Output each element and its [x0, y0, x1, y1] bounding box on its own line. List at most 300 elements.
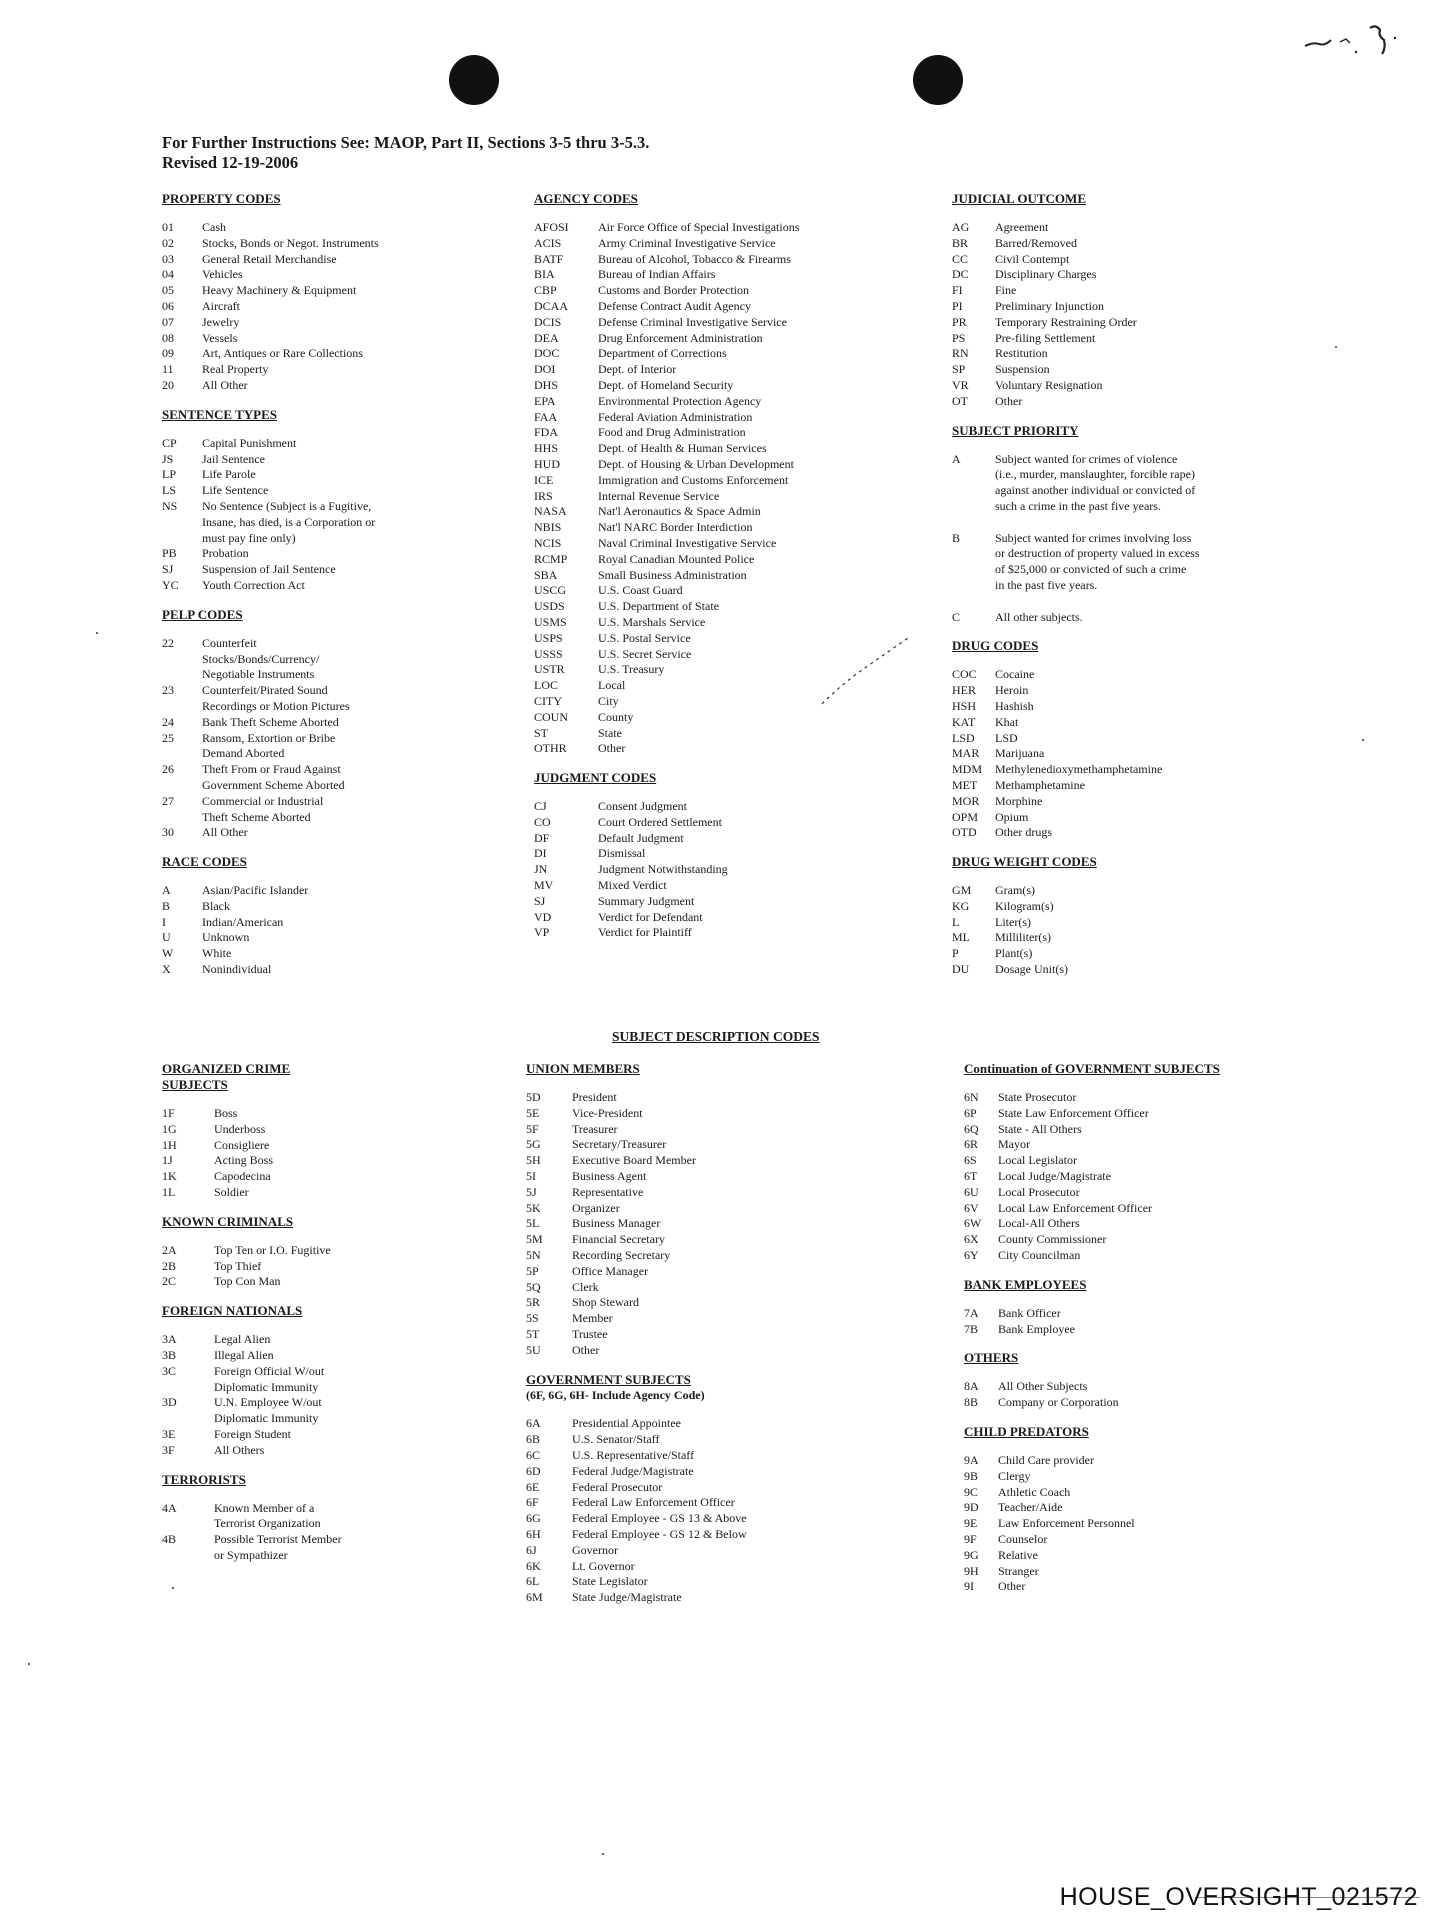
header-revised-date: Revised 12-19-2006: [162, 153, 299, 172]
code: NBIS: [534, 520, 562, 535]
code: USPS: [534, 630, 563, 645]
code-row: [162, 1259, 462, 1275]
code-description: Soldier: [214, 1184, 249, 1199]
code-row: [964, 1453, 1264, 1469]
code-row: [162, 346, 492, 362]
code: USTR: [534, 662, 565, 677]
code-row: [534, 831, 914, 847]
code-row: [952, 515, 1252, 531]
code: FDA: [534, 425, 559, 440]
code-row: [952, 762, 1252, 778]
code-row: [534, 552, 914, 568]
code-description: Heroin: [995, 683, 1029, 698]
code: 5J: [526, 1184, 537, 1199]
code-description: U.S. Marshals Service: [598, 614, 706, 629]
code-row: [162, 267, 492, 283]
code-row: [162, 562, 492, 578]
code: 6H: [526, 1526, 541, 1541]
code-row: [534, 504, 914, 520]
code: ML: [952, 930, 970, 945]
code: BATF: [534, 251, 564, 266]
code-description: Asian/Pacific Islander: [202, 883, 309, 898]
code: 3B: [162, 1347, 177, 1362]
code-row: [162, 731, 492, 763]
section-race-codes: [162, 854, 492, 978]
code-row: [534, 378, 914, 394]
code-row: [526, 1201, 846, 1217]
code: HUD: [534, 456, 560, 471]
code-row: [526, 1122, 846, 1138]
code-row: [964, 1216, 1264, 1232]
code: LP: [162, 467, 177, 482]
code: 6F: [526, 1495, 539, 1510]
code-row: [534, 799, 914, 815]
code-description: Voluntary Resignation: [995, 377, 1103, 392]
code-row: [964, 1469, 1264, 1485]
code-row: [162, 499, 492, 546]
code-description: Top Thief: [214, 1258, 262, 1273]
code-description: Default Judgment: [598, 830, 684, 845]
code: 6M: [526, 1590, 543, 1605]
code: 6Y: [964, 1247, 979, 1262]
code: 01: [162, 220, 174, 234]
code: GM: [952, 883, 972, 898]
code: 3D: [162, 1395, 177, 1410]
code-description: Life Parole: [202, 467, 256, 482]
code: OT: [952, 393, 968, 408]
code-description: Heavy Machinery & Equipment: [202, 283, 357, 298]
document-header: [162, 133, 649, 173]
code: USSS: [534, 646, 563, 661]
code-row: [526, 1590, 846, 1606]
code: 3E: [162, 1426, 176, 1441]
code: W: [162, 946, 174, 961]
code-row: [162, 362, 492, 378]
code-row: [952, 299, 1252, 315]
code-row: [534, 410, 914, 426]
code-description: Cash: [202, 220, 226, 234]
code: SP: [952, 362, 966, 377]
code: DC: [952, 267, 969, 282]
code-row: [162, 1243, 462, 1259]
code-row: [162, 220, 492, 236]
section-title: TERRORISTS: [162, 1471, 246, 1487]
section-sentence-types: [162, 407, 492, 594]
code: 5E: [526, 1105, 540, 1120]
code-description: U.S. Secret Service: [598, 646, 692, 661]
code-description: Judgment Notwithstanding: [598, 862, 728, 877]
code-row: [964, 1122, 1264, 1138]
section-title: FOREIGN NATIONALS: [162, 1303, 303, 1319]
code-row: [534, 520, 914, 536]
code: 02: [162, 235, 174, 250]
code-description: Jewelry: [202, 314, 240, 329]
code: PB: [162, 546, 177, 561]
code: A: [952, 451, 961, 466]
code: 9G: [964, 1547, 979, 1562]
code-description: Local: [598, 678, 626, 693]
handwritten-mark: [1300, 18, 1410, 64]
code: 5L: [526, 1216, 540, 1231]
code: EPA: [534, 393, 556, 408]
code-description: Treasurer: [572, 1121, 618, 1136]
code-description: Federal Employee - GS 13 & Above: [572, 1511, 747, 1526]
code-description: Pre-filing Settlement: [995, 330, 1096, 345]
code: HHS: [534, 441, 559, 456]
code: MAR: [952, 746, 980, 761]
code: 5D: [526, 1090, 541, 1104]
code-description: Environmental Protection Agency: [598, 393, 762, 408]
scan-speck: [28, 1663, 30, 1665]
code: 07: [162, 314, 174, 329]
code: COUN: [534, 709, 569, 724]
code-row: [162, 1501, 462, 1533]
code: USDS: [534, 599, 565, 614]
code-description: State Law Enforcement Officer: [998, 1105, 1149, 1120]
code: IRS: [534, 488, 553, 503]
code-description: U.S. Representative/Staff: [572, 1447, 695, 1462]
code: 03: [162, 251, 174, 266]
code-description: Liter(s): [995, 914, 1031, 929]
code: NS: [162, 498, 178, 513]
code: DOC: [534, 346, 560, 361]
code-row: [952, 731, 1252, 747]
code-row: [952, 283, 1252, 299]
code-row: [162, 452, 492, 468]
code: 27: [162, 793, 174, 808]
code-description: Kilogram(s): [995, 898, 1054, 913]
code-row: [534, 647, 914, 663]
code-row: [162, 899, 492, 915]
code-description: Other: [572, 1342, 600, 1357]
code: 5N: [526, 1247, 541, 1262]
code-description: Immigration and Customs Enforcement: [598, 472, 789, 487]
code: CO: [534, 814, 551, 829]
code: 08: [162, 330, 174, 345]
code-description: Representative: [572, 1184, 644, 1199]
code: DCAA: [534, 298, 569, 313]
code-row: [162, 236, 492, 252]
code-row: [526, 1511, 846, 1527]
code-row: [534, 362, 914, 378]
code-row: [162, 762, 492, 794]
code-row: [526, 1311, 846, 1327]
code-row: [162, 1153, 462, 1169]
code-description: Verdict for Plaintiff: [598, 925, 692, 940]
code-description: Dept. of Health & Human Services: [598, 441, 767, 456]
code: 5T: [526, 1326, 540, 1341]
section-known-criminals: [162, 1214, 462, 1290]
code-description: All Other Subjects: [998, 1379, 1088, 1394]
code: L: [952, 914, 960, 929]
code-description: Foreign Student: [214, 1426, 291, 1441]
code-description: Nat'l Aeronautics & Space Admin: [598, 504, 761, 519]
code-row: [952, 220, 1252, 236]
code-description: Foreign Official W/out Diplomatic Immunity: [214, 1363, 325, 1394]
code-description: U.S. Treasury: [598, 662, 665, 677]
code: CP: [162, 435, 177, 450]
code: NCIS: [534, 535, 562, 550]
code: USMS: [534, 614, 567, 629]
code: LS: [162, 483, 177, 498]
code-description: Suspension of Jail Sentence: [202, 562, 336, 577]
punch-hole-right: [913, 55, 963, 105]
code: 9I: [964, 1579, 974, 1594]
code: VP: [534, 925, 550, 940]
code-row: [526, 1232, 846, 1248]
code: BIA: [534, 267, 555, 282]
section-title: OTHERS: [964, 1350, 1019, 1366]
code-row: [162, 1395, 462, 1427]
code-row: [162, 1348, 462, 1364]
code-description: Shop Steward: [572, 1295, 639, 1310]
code-row: [534, 910, 914, 926]
section-title: JUDICIAL OUTCOME: [952, 191, 1086, 206]
code-description: Relative: [998, 1547, 1038, 1562]
code-description: Stocks, Bonds or Negot. Instruments: [202, 235, 379, 250]
code: 7A: [964, 1305, 979, 1320]
code-description: Temporary Restraining Order: [995, 314, 1137, 329]
code-row: [162, 378, 492, 394]
code-description: All Other: [202, 825, 248, 840]
code: 1L: [162, 1184, 176, 1199]
code-row: [162, 315, 492, 331]
section-drug-weight-codes: [952, 854, 1252, 978]
code: PR: [952, 314, 967, 329]
code-description: Theft From or Fraud Against Government Scheme Aborted: [202, 762, 345, 792]
code-row: [534, 846, 914, 862]
code-description: Bank Theft Scheme Aborted: [202, 714, 339, 729]
code-row: [162, 1532, 462, 1564]
code-description: Methylenedioxymethamphetamine: [995, 762, 1163, 777]
code: 6K: [526, 1558, 541, 1573]
code-row: [964, 1169, 1264, 1185]
code-row: [162, 794, 492, 826]
section-title: DRUG CODES: [952, 638, 1039, 654]
column-right: [952, 191, 1252, 978]
code-description: Financial Secretary: [572, 1232, 665, 1247]
code-row: [534, 331, 914, 347]
code: 5F: [526, 1121, 539, 1136]
code-row: [534, 489, 914, 505]
code: I: [162, 914, 166, 929]
code: RCMP: [534, 551, 568, 566]
code-description: Counterfeit Stocks/Bonds/Currency/ Negotiable Instruments: [202, 635, 320, 682]
code: 5U: [526, 1342, 541, 1357]
code-row: [964, 1106, 1264, 1122]
code: 5P: [526, 1263, 539, 1278]
code-description: Mixed Verdict: [598, 878, 667, 893]
code-row: [534, 236, 914, 252]
code: 9B: [964, 1468, 979, 1483]
code-row: [162, 436, 492, 452]
code: 5K: [526, 1200, 541, 1215]
code-description: Dept. of Interior: [598, 362, 677, 377]
code: 6W: [964, 1216, 982, 1231]
code-row: [952, 452, 1252, 515]
code-description: Methamphetamine: [995, 777, 1085, 792]
code-description: White: [202, 946, 232, 961]
code-description: Office Manager: [572, 1263, 649, 1278]
code: 11: [162, 362, 174, 377]
code-row: [162, 331, 492, 347]
code-row: [534, 220, 914, 236]
code-description: All Others: [214, 1442, 265, 1457]
code-description: Other drugs: [995, 825, 1052, 840]
code-description: President: [572, 1090, 617, 1104]
code-row: [534, 694, 914, 710]
code: 5G: [526, 1137, 541, 1152]
code-description: Plant(s): [995, 946, 1033, 961]
code-row: [964, 1137, 1264, 1153]
code: COC: [952, 667, 977, 682]
code: 1H: [162, 1137, 177, 1152]
section-title: PROPERTY CODES: [162, 191, 281, 206]
code-row: [526, 1527, 846, 1543]
code-description: Bank Officer: [998, 1305, 1061, 1320]
code-description: Bank Employee: [998, 1321, 1075, 1336]
code-row: [526, 1574, 846, 1590]
code: 5I: [526, 1168, 536, 1183]
code: PS: [952, 330, 966, 345]
scan-speck: [1335, 346, 1337, 348]
code: KG: [952, 898, 970, 913]
code-description: Department of Corrections: [598, 346, 727, 361]
code-row: [964, 1248, 1264, 1264]
code: MDM: [952, 762, 983, 777]
code-description: Member: [572, 1311, 613, 1326]
code: 1J: [162, 1153, 173, 1168]
code-row: [526, 1264, 846, 1280]
code-description: Teacher/Aide: [998, 1500, 1063, 1515]
code: 6X: [964, 1232, 979, 1247]
code-description: Local-All Others: [998, 1216, 1080, 1231]
code: 6G: [526, 1511, 541, 1526]
code-description: Child Care provider: [998, 1452, 1094, 1467]
code-description: Customs and Border Protection: [598, 283, 749, 298]
code-description: Federal Employee - GS 12 & Below: [572, 1526, 747, 1541]
section-union-members: [526, 1061, 846, 1359]
code: 30: [162, 825, 174, 840]
section-property-codes: [162, 191, 492, 394]
code: 6N: [964, 1090, 979, 1104]
code-row: [534, 815, 914, 831]
code: 6Q: [964, 1121, 979, 1136]
code: 6T: [964, 1168, 978, 1183]
code: 6V: [964, 1200, 979, 1215]
section-bank-employees: [964, 1277, 1264, 1338]
code-description: Secretary/Treasurer: [572, 1137, 667, 1152]
code-description: Local Prosecutor: [998, 1184, 1080, 1199]
section-title: JUDGMENT CODES: [534, 770, 657, 786]
code-row: [526, 1106, 846, 1122]
code-description: Khat: [995, 714, 1019, 729]
code-description: U.S. Senator/Staff: [572, 1432, 660, 1447]
code-row: [534, 741, 914, 757]
code: 6P: [964, 1105, 977, 1120]
code-row: [964, 1516, 1264, 1532]
code-row: [526, 1559, 846, 1575]
code-description: Verdict for Defendant: [598, 909, 703, 924]
section-judicial-outcome: [952, 191, 1252, 410]
code-row: [952, 683, 1252, 699]
code-description: Presidential Appointee: [572, 1416, 681, 1431]
code: 09: [162, 346, 174, 361]
code-row: [952, 883, 1252, 899]
code-row: [534, 894, 914, 910]
section-title: CHILD PREDATORS: [964, 1423, 1089, 1439]
column-left: [162, 191, 492, 978]
code-row: [952, 236, 1252, 252]
code-row: [952, 267, 1252, 283]
scan-speck: [1362, 739, 1364, 741]
code-row: [964, 1485, 1264, 1501]
code: ACIS: [534, 235, 562, 250]
code-description: Nonindividual: [202, 962, 272, 977]
code: SJ: [162, 562, 174, 577]
code: LOC: [534, 678, 558, 693]
code: 7B: [964, 1321, 979, 1336]
bates-number: HOUSE_OVERSIGHT_021572: [1059, 1883, 1418, 1911]
code-row: [964, 1564, 1264, 1580]
code: 6U: [964, 1184, 979, 1199]
code-description: Other: [598, 741, 626, 756]
code: 9F: [964, 1531, 977, 1546]
code-row: [952, 794, 1252, 810]
code: DHS: [534, 377, 559, 392]
code-row: [952, 378, 1252, 394]
code-description: Disciplinary Charges: [995, 267, 1097, 282]
code-row: [162, 1138, 462, 1154]
code: 5H: [526, 1153, 541, 1168]
code: OTD: [952, 825, 977, 840]
code-description: Top Ten or I.O. Fugitive: [214, 1242, 331, 1257]
code-description: Capital Punishment: [202, 435, 297, 450]
code-description: Youth Correction Act: [202, 577, 305, 592]
code-row: [162, 1274, 462, 1290]
code: 05: [162, 283, 174, 298]
code-row: [952, 667, 1252, 683]
code-row: [534, 662, 914, 678]
code-row: [534, 536, 914, 552]
code-row: [526, 1169, 846, 1185]
code-row: [162, 1427, 462, 1443]
code-description: Morphine: [995, 793, 1043, 808]
code-description: Ransom, Extortion or Bribe Demand Aborted: [202, 730, 336, 761]
code-description: Clergy: [998, 1468, 1031, 1483]
scan-speck: [172, 1587, 174, 1589]
code-row: [162, 483, 492, 499]
code-row: [526, 1248, 846, 1264]
header-instructions: For Further Instructions See: MAOP, Part II, Sections 3-5 thru 3-5.3.: [162, 133, 650, 152]
section-title: ORGANIZED CRIME SUBJECTS: [162, 1061, 291, 1092]
code-description: Agreement: [995, 220, 1049, 234]
code-description: Law Enforcement Personnel: [998, 1516, 1135, 1531]
code: 6C: [526, 1447, 541, 1462]
code: NASA: [534, 504, 567, 519]
code-description: General Retail Merchandise: [202, 251, 337, 266]
code: 2C: [162, 1274, 177, 1289]
code-row: [534, 252, 914, 268]
code-description: Subject wanted for crimes of violence (i.e., murder, manslaughter, forcible rape) against another individual or convicted of such a crime in the past five years.: [995, 451, 1196, 513]
code: 5R: [526, 1295, 541, 1310]
code-description: Company or Corporation: [998, 1395, 1119, 1410]
code-row: [534, 394, 914, 410]
code-description: Army Criminal Investigative Service: [598, 235, 776, 250]
code-row: [952, 331, 1252, 347]
code-description: Indian/American: [202, 914, 284, 929]
code-row: [534, 346, 914, 362]
